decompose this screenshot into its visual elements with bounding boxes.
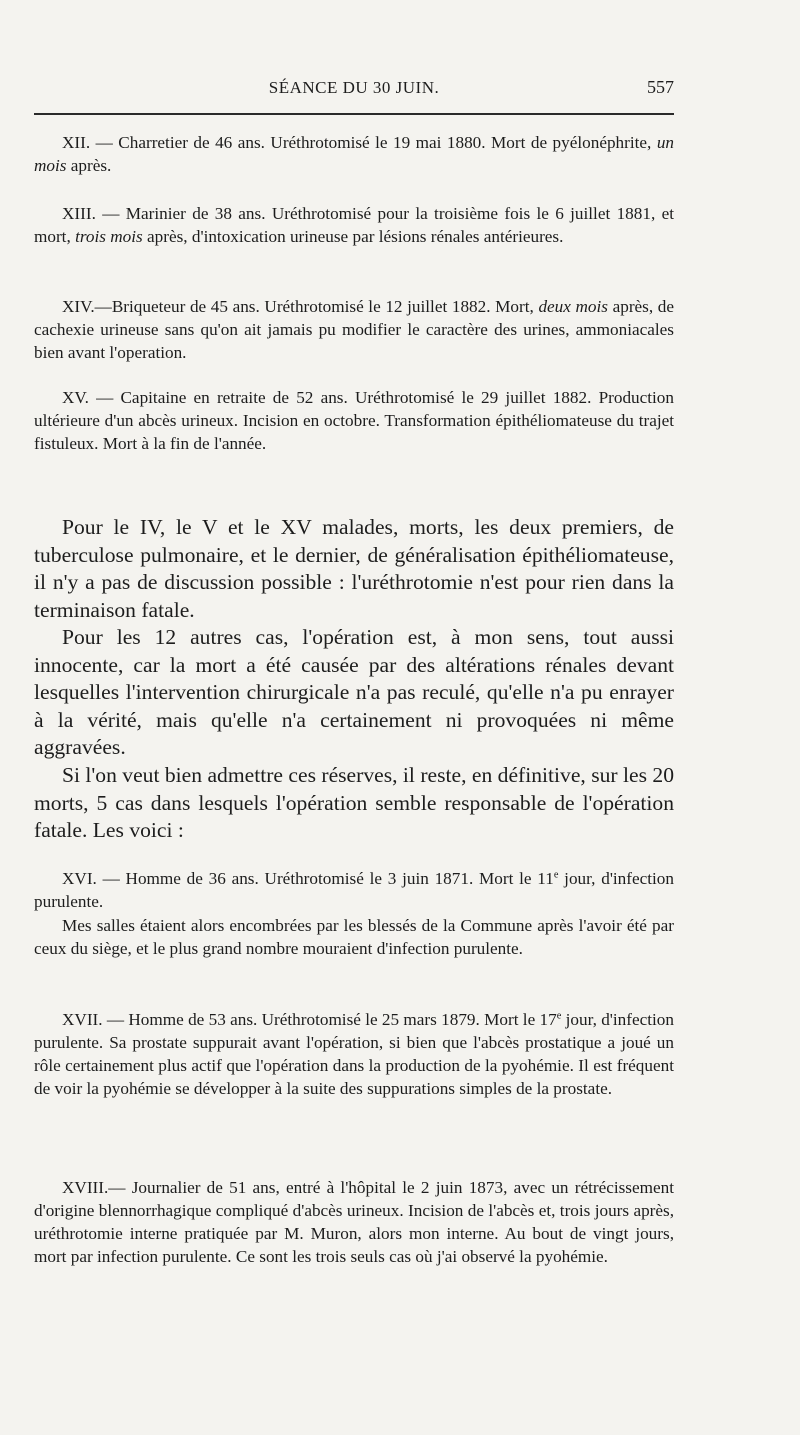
header-title-number: 30 <box>372 78 391 97</box>
case-xvii: XVII. — Homme de 53 ans. Uréthrotomisé le 25 mars 1879. Mort le 17e jour, d'infection purulente. Sa prostate suppurait avant l'opération, si bien que l'abcès prostatique a joué un rôle certainement plus actif que l'opération dans la production de la pyohémie. Il est fréquent de voir la pyohémie se développer à la suite des suppurations simples de la prostate. <box>34 1010 674 1098</box>
case-xvi: XVI. — Homme de 36 ans. Uréthrotomisé le 3 juin 1871. Mort le 11e jour, d'infection purulente. <box>34 869 674 911</box>
case-xiv: XIV.—Briqueteur de 45 ans. Uréthrotomisé le 12 juillet 1882. Mort, deux mois après, de cachexie urineuse sans qu'on ait jamais pu modifier le caractère des urines, ammoniacales bien avant l'operation. <box>34 297 675 362</box>
paragraph-discussion: Pour le IV, le V et le XV malades, morts, les deux premiers, de tuberculose pulmonaire, et le dernier, de généralisation épithéliomateuse, il n'y a pas de discussion possible : l'uréthrotomie n'est pour rien dans la terminaison fatale. <box>34 515 674 622</box>
case-label: XV. <box>62 388 89 407</box>
case-xv: XV. — Capitaine en retraite de 52 ans. Uréthrotomisé le 29 juillet 1882. Production ultérieure d'un abcès urineux. Incision en octobre. Transformation épithéliomateuse du trajet fistuleux. Mort à la fin de l'année. <box>34 388 674 453</box>
running-header <box>34 78 674 102</box>
header-title-suffix: JUIN. <box>390 78 440 97</box>
header-rule <box>34 113 674 115</box>
header-title <box>34 78 674 98</box>
case-label: XVIII. <box>62 1178 109 1197</box>
case-xviii: XVIII.— Journalier de 51 ans, entré à l'hôpital le 2 juin 1873, avec un rétrécissement d'origine blennorrhagique compliqué d'abcès urineux. Incision de l'abcès et, trois jours après, uréthrotomie interne pratiquée par M. Muron, alors mon interne. Au bout de vingt jours, mort par infection purulente. Ce sont les trois seuls cas où j'ai observé la pyohémie. <box>34 1178 674 1266</box>
case-xiii: XIII. — Marinier de 38 ans. Uréthrotomisé pour la troisième fois le 6 juillet 1881, et mort, trois mois après, d'intoxication urineuse par lésions rénales antérieures. <box>34 204 674 246</box>
case-label: XIV. <box>62 297 95 316</box>
case-label: XVII. <box>62 1010 103 1029</box>
case-xii: XII. — Charretier de 46 ans. Uréthrotomisé le 19 mai 1880. Mort de pyélonéphrite, un mois après. <box>34 133 674 175</box>
page-number: 557 <box>647 77 674 97</box>
case-xvi-note: Mes salles étaient alors encombrées par les blessés de la Commune après l'avoir été par ceux du siège, et le plus grand nombre mouraient d'infection purulente. <box>34 916 674 958</box>
paragraph-reserves: Si l'on veut bien admettre ces réserves, il reste, en définitive, sur les 20 morts, 5 cas dans lesquels l'opération semble responsable de l'opération fatale. Les voici : <box>34 763 674 842</box>
case-label: XIII. <box>62 204 96 223</box>
header-title-prefix: SÉANCE DU <box>268 78 373 97</box>
paragraph-other-cases: Pour les 12 autres cas, l'opération est, à mon sens, tout aussi innocente, car la mort a été causée par des altérations rénales devant lesquelles l'intervention chirurgicale n'a pas reculé, qu'elle n'a pu enrayer à la vérité, mais qu'elle n'a certainement ni provoquées ni même aggravées. <box>34 625 674 759</box>
case-label: XVI. <box>62 869 97 888</box>
case-label: XII. <box>62 133 91 152</box>
